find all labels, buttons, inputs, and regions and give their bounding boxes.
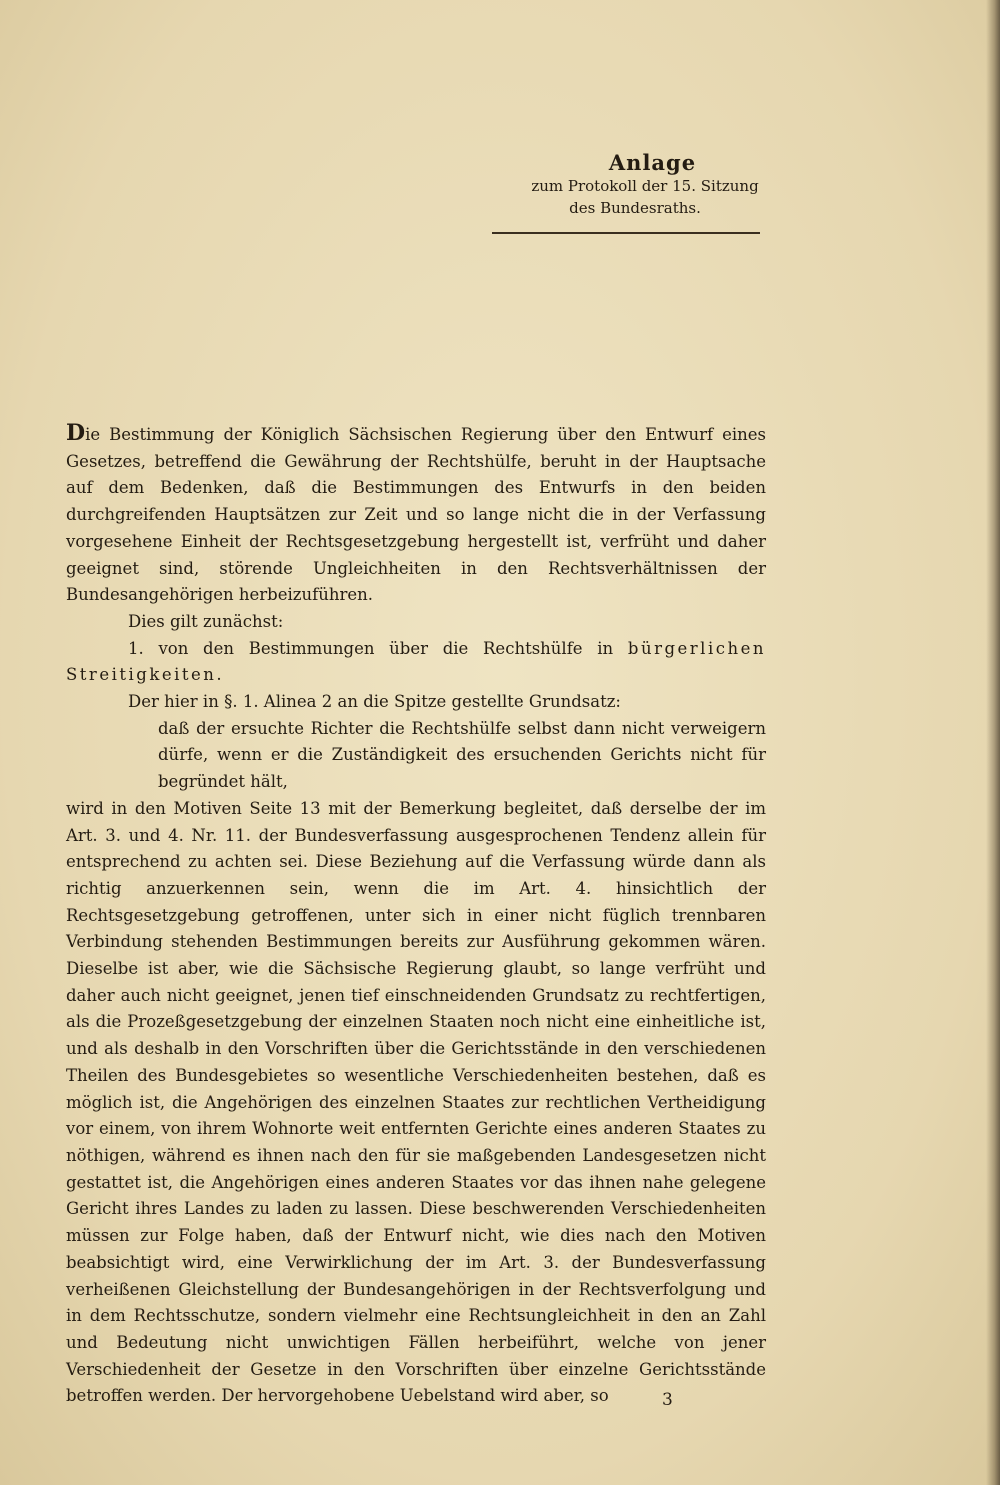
- paragraph-3-emphasis: bürgerlichen Streitigkeiten.: [66, 638, 766, 685]
- header-protocol-line: zum Protokoll der 15. Sitzung: [531, 177, 759, 195]
- paragraph-4: Der hier in §. 1. Alinea 2 an die Spitze gestellte Grundsatz:: [128, 692, 621, 712]
- paragraph-1-text: ie Bestimmung der Königlich Sächsischen Regierung über den Entwurf eines Gesetzes, betreffend die Gewährung der Rechtshülfe, beruht in der Hauptsache auf dem Bedenken, daß die Bestimmungen des Entwurfs in den beiden durchgreifenden Hauptsätzen zur Zeit und so lange nicht die in der Verfassung vorgesehene Einheit der Rechtsgesetzgebung hergestellt ist, verfrüht und daher geeignet sind, störende Ungleichheiten in den Rechtsverhältnissen der Bundesangehörigen herbeizuführen.: [66, 425, 766, 605]
- paragraph-1: [66, 420, 766, 609]
- quoted-principle: daß der ersuchte Richter die Rechtshülfe selbst dann nicht verweigern dürfe, wenn er die Zuständigkeit des ersuchenden Gerichts nicht für begründet hält,: [158, 718, 766, 792]
- document-body: [66, 420, 766, 1410]
- paragraph-6: wird in den Motiven Seite 13 mit der Bemerkung begleitet, daß derselbe der im Art. 3. und 4. Nr. 11. der Bundesverfassung ausgesprochenen Tendenz allein für entsprechend zu achten sei. Diese Beziehung auf die Verfassung würde dann als richtig anzuerkennen sein, wenn die im Art. 4. hinsichtlich der Rechtsgesetzgebung getroffenen, unter sich in einer nicht füglich trennbaren Verbindung stehenden Bestimmungen bereits zur Ausführung gekommen wären. Dieselbe ist aber, wie die Sächsische Regierung glaubt, so lange verfrüht und daher auch nicht geeignet, jenen tief einschneidenden Grundsatz zu rechtfertigen, als die Prozeßgesetzgebung der einzelnen Staaten noch nicht eine einheitliche ist, und als deshalb in den Vorschriften über die Gerichtsstände in den verschiedenen Theilen des Bundesgebietes so wesentliche Verschiedenheiten bestehen, daß es möglich ist, die Angehörigen des einzelnen Staates zur rechtlichen Vertheidigung vor einem, von ihrem Wohnorte weit entfernten Gerichte eines anderen Staates zu nöthigen, während es ihnen nach den für sie maßgebenden Landesgesetzen nicht gestattet ist, die Angehörigen eines anderen Staates vor das ihnen nahe gelegene Gericht ihres Landes zu laden zu lassen. Diese beschwerenden Verschiedenheiten müssen zur Folge haben, daß der Entwurf nicht, wie dies nach den Motiven beabsichtigt wird, eine Verwirklichung der im Art. 3. der Bundesverfassung verheißenen Gleichstellung der Bundesangehörigen in der Rechtsverfolgung und in dem Rechtsschutze, sondern vielmehr eine Rechtsungleichheit in den an Zahl und Bedeutung nicht unwichtigen Fällen herbeiführt, welche von jener Verschiedenheit der Gesetze in den Vorschriften über einzelne Gerichtsstände betroffen werden. Der hervorgehobene Uebelstand wird aber, so: [66, 798, 766, 1406]
- paragraph-3-prefix: 1. von den Bestimmungen über die Rechtshülfe in: [128, 638, 628, 658]
- page-edge-shadow: [986, 0, 1000, 1485]
- header-rule: [492, 232, 760, 234]
- header-bundesrath-line: des Bundesraths.: [569, 199, 701, 217]
- paragraph-3: [66, 636, 766, 689]
- document-header: [480, 150, 780, 219]
- drop-cap: D: [66, 420, 86, 446]
- page-number: 3: [662, 1390, 673, 1410]
- header-title: Anlage: [608, 150, 697, 175]
- paragraph-2: Dies gilt zunächst:: [128, 611, 284, 631]
